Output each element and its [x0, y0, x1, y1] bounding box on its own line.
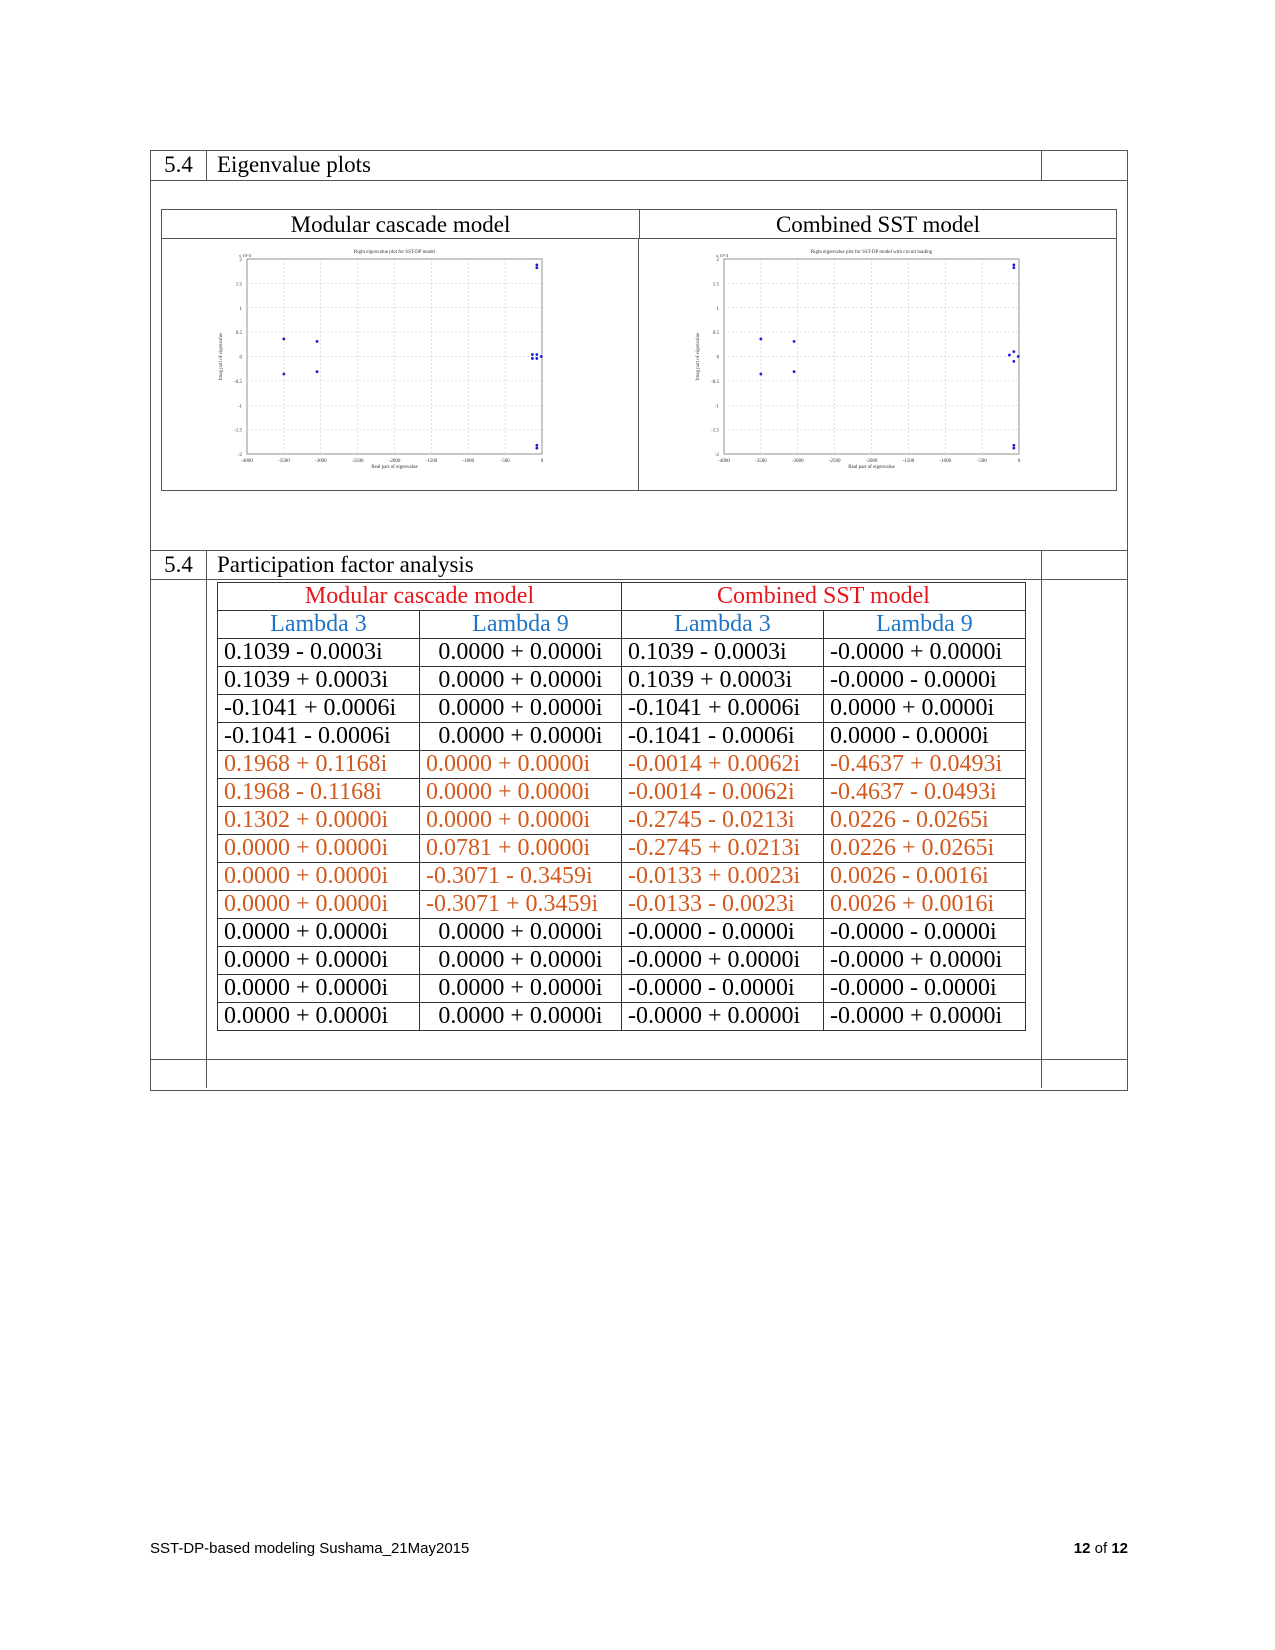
y-axis-label: Imag part of eigenvalue	[696, 332, 701, 381]
x-tick-label: -1500	[902, 459, 915, 464]
table-cell: 0.0000 + 0.0000i	[218, 947, 420, 975]
blank-cell	[1042, 551, 1127, 579]
table-row	[218, 667, 1026, 695]
table-cell: 0.0026 + 0.0016i	[824, 891, 1026, 919]
table-cell: -0.0133 + 0.0023i	[622, 863, 824, 891]
right-plot-header: Combined SST model	[775, 212, 981, 237]
y-tick-label: 1.5	[235, 282, 242, 288]
table-row	[218, 779, 1026, 807]
y-tick-label: -2	[714, 453, 719, 458]
y-tick-label: -1	[237, 404, 242, 410]
x-tick-label: -3000	[791, 459, 804, 464]
table-cell: -0.1041 - 0.0006i	[218, 723, 420, 751]
page-of: of	[1094, 1540, 1108, 1557]
y-tick-label: 0.5	[712, 331, 719, 337]
table-cell: 0.1968 + 0.1168i	[218, 751, 420, 779]
lambda-header: Lambda 9	[824, 611, 1026, 639]
eigenvalue-point	[759, 338, 762, 341]
table-cell: 0.1039 + 0.0003i	[622, 667, 824, 695]
eigenvalue-point	[535, 447, 538, 450]
combined-sst-eigenvalue-chart	[639, 239, 1115, 489]
table-cell: 0.0000 + 0.0000i	[420, 667, 622, 695]
table-cell: 0.0000 + 0.0000i	[218, 891, 420, 919]
plot-table-header	[162, 210, 1116, 239]
y-tick-label: -1	[714, 404, 719, 410]
table-row	[218, 975, 1026, 1003]
table-cell: -0.0000 - 0.0000i	[824, 919, 1026, 947]
table-cell: 0.0000 - 0.0000i	[824, 723, 1026, 751]
table-row	[218, 807, 1026, 835]
table-cell: 0.1968 - 0.1168i	[218, 779, 420, 807]
eigenvalue-point	[535, 357, 538, 360]
table-cell: 0.0226 - 0.0265i	[824, 807, 1026, 835]
table-cell: 0.0000 + 0.0000i	[420, 723, 622, 751]
chart-title: Right eigenvalue plot for SST-DP model	[353, 250, 436, 255]
table-cell: 0.0000 + 0.0000i	[218, 1003, 420, 1031]
table-cell: 0.0000 + 0.0000i	[218, 863, 420, 891]
eigenvalue-point	[535, 266, 538, 269]
table-cell: -0.1041 - 0.0006i	[622, 723, 824, 751]
eigenvalue-point	[1008, 354, 1011, 357]
table-row	[218, 919, 1026, 947]
table-cell: 0.0000 + 0.0000i	[420, 639, 622, 667]
table-row	[218, 723, 1026, 751]
y-tick-label: 1.5	[712, 282, 719, 288]
y-tick-label: -1.5	[234, 428, 242, 434]
x-tick-label: -2000	[388, 459, 401, 464]
x-tick-label: -2500	[351, 459, 364, 464]
table-cell: 0.0000 + 0.0000i	[420, 975, 622, 1003]
table-cell: 0.1039 + 0.0003i	[218, 667, 420, 695]
x-tick-label: -3500	[278, 459, 290, 464]
eigenvalue-point	[282, 338, 285, 341]
eigenvalue-point	[793, 370, 796, 373]
blank-cell	[151, 1060, 207, 1088]
table-cell: -0.0000 - 0.0000i	[622, 975, 824, 1003]
section-header	[151, 151, 1127, 181]
eigenvalue-point	[535, 444, 538, 447]
y-tick-label: 1	[239, 306, 242, 312]
eigenvalue-point	[316, 340, 319, 343]
table-cell: -0.0014 - 0.0062i	[622, 779, 824, 807]
x-axis-label: Real part of eigenvalue	[848, 465, 895, 470]
x-tick-label: -1500	[425, 459, 438, 464]
section-title: Eigenvalue plots	[207, 151, 1042, 180]
eigenvalue-point	[282, 373, 285, 376]
table-cell: -0.0000 - 0.0000i	[824, 667, 1026, 695]
table-cell: -0.2745 - 0.0213i	[622, 807, 824, 835]
table-row	[218, 947, 1026, 975]
y-tick-label: -1.5	[711, 428, 719, 434]
table-cell: 0.0000 + 0.0000i	[420, 919, 622, 947]
page-total: 12	[1111, 1540, 1128, 1557]
pf-footer-row	[151, 1060, 1127, 1088]
table-cell: 0.1302 + 0.0000i	[218, 807, 420, 835]
table-row	[218, 863, 1026, 891]
table-cell: 0.0000 + 0.0000i	[218, 975, 420, 1003]
table-cell: -0.3071 - 0.3459i	[420, 863, 622, 891]
table-row	[218, 891, 1026, 919]
x-tick-label: -1000	[462, 459, 475, 464]
table-cell: 0.0000 + 0.0000i	[218, 835, 420, 863]
x-tick-label: -2500	[828, 459, 841, 464]
x-tick-label: -4000	[718, 459, 730, 464]
footer-document-name: SST-DP-based modeling Sushama_21May2015	[150, 1540, 470, 1557]
plot-table	[161, 209, 1117, 491]
table-cell: -0.3071 + 0.3459i	[420, 891, 622, 919]
table-cell: -0.0000 + 0.0000i	[824, 639, 1026, 667]
y-tick-label: -0.5	[234, 379, 242, 385]
page-current: 12	[1073, 1540, 1091, 1557]
eigenvalue-point	[1012, 350, 1015, 353]
table-cell: -0.1041 + 0.0006i	[218, 695, 420, 723]
footer-page-number	[1074, 1540, 1128, 1557]
eigenvalue-point	[1017, 355, 1020, 358]
blank-cell	[1042, 1060, 1127, 1088]
table-cell: -0.1041 + 0.0006i	[622, 695, 824, 723]
table-cell: 0.0226 + 0.0265i	[824, 835, 1026, 863]
eigenvalue-point	[531, 353, 534, 356]
table-cell: -0.0014 + 0.0062i	[622, 751, 824, 779]
y-tick-label: -0.5	[711, 379, 719, 385]
left-plot-header: Modular cascade model	[162, 210, 640, 238]
x-tick-label: -3000	[314, 459, 327, 464]
section-number: 5.4	[151, 151, 207, 180]
eigenvalue-point	[1012, 444, 1015, 447]
table-cell: 0.1039 - 0.0003i	[622, 639, 824, 667]
eigenvalue-point	[535, 353, 538, 356]
table-cell: 0.0000 + 0.0000i	[420, 947, 622, 975]
lambda-header: Lambda 3	[622, 611, 824, 639]
y-multiplier-label: x 10^4	[716, 253, 729, 258]
section-header	[151, 550, 1127, 580]
table-cell: 0.0000 + 0.0000i	[420, 1003, 622, 1031]
pf-table-cell	[207, 580, 1042, 1059]
plot-table-body	[162, 239, 1116, 490]
x-tick-label: -3500	[755, 459, 767, 464]
table-cell: 0.0000 + 0.0000i	[420, 695, 622, 723]
table-cell: -0.0000 - 0.0000i	[622, 919, 824, 947]
modular-cascade-eigenvalue-chart	[162, 239, 638, 489]
eigenvalue-plots-section	[150, 150, 1128, 551]
eigenvalue-point	[1012, 263, 1015, 266]
model-header-modular: Modular cascade model	[218, 583, 622, 611]
x-tick-label: 0	[540, 459, 544, 464]
table-cell: -0.4637 + 0.0493i	[824, 751, 1026, 779]
eigenvalue-point	[793, 340, 796, 343]
y-tick-label: -2	[237, 453, 242, 458]
eigenvalue-point	[535, 263, 538, 266]
table-cell: -0.0000 + 0.0000i	[824, 947, 1026, 975]
table-cell: 0.0000 + 0.0000i	[420, 807, 622, 835]
eigenvalue-point	[759, 373, 762, 376]
table-row	[218, 1003, 1026, 1031]
x-tick-label: -500	[977, 459, 987, 464]
left-plot-cell	[162, 239, 639, 490]
table-cell: -0.0000 - 0.0000i	[824, 975, 1026, 1003]
eigenvalue-point	[316, 370, 319, 373]
table-row	[218, 695, 1026, 723]
table-row	[218, 835, 1026, 863]
lambda-header: Lambda 3	[218, 611, 420, 639]
right-plot-cell	[639, 239, 1116, 490]
x-tick-label: -1000	[939, 459, 952, 464]
blank-cell	[207, 1060, 1042, 1088]
table-cell: -0.4637 - 0.0493i	[824, 779, 1026, 807]
x-tick-label: -2000	[865, 459, 878, 464]
table-cell: 0.0781 + 0.0000i	[420, 835, 622, 863]
eigenvalue-point	[531, 357, 534, 360]
table-cell: 0.0000 + 0.0000i	[420, 751, 622, 779]
x-tick-label: -500	[500, 459, 510, 464]
eigenvalue-point	[540, 355, 543, 358]
lambda-header-row	[218, 611, 1026, 639]
section-title: Participation factor analysis	[207, 551, 1042, 579]
table-row	[218, 751, 1026, 779]
participation-factor-table	[217, 582, 1026, 1031]
y-tick-label: 1	[716, 306, 719, 312]
table-cell: -0.2745 + 0.0213i	[622, 835, 824, 863]
table-cell: 0.0000 + 0.0000i	[824, 695, 1026, 723]
x-tick-label: 0	[1017, 459, 1021, 464]
eigenvalue-point	[1012, 266, 1015, 269]
table-cell: -0.0000 + 0.0000i	[622, 947, 824, 975]
lambda-header: Lambda 9	[420, 611, 622, 639]
table-cell: 0.1039 - 0.0003i	[218, 639, 420, 667]
eigenvalue-point	[1012, 447, 1015, 450]
y-axis-label: Imag part of eigenvalue	[219, 332, 224, 381]
blank-cell	[1042, 580, 1127, 1059]
x-axis-label: Real part of eigenvalue	[371, 465, 418, 470]
table-cell: -0.0000 + 0.0000i	[824, 1003, 1026, 1031]
table-cell: 0.0000 + 0.0000i	[420, 779, 622, 807]
table-row	[218, 639, 1026, 667]
model-header-row	[218, 583, 1026, 611]
blank-cell	[1042, 151, 1127, 180]
y-tick-label: 0.5	[235, 331, 242, 337]
pf-body-row	[151, 580, 1127, 1060]
blank-cell	[151, 580, 207, 1059]
x-tick-label: -4000	[241, 459, 253, 464]
participation-factor-section	[150, 550, 1128, 1091]
section-number: 5.4	[151, 551, 207, 579]
chart-title: Right eigenvalue plot for SST-DP model with circuit loading	[810, 250, 933, 255]
model-header-combined: Combined SST model	[622, 583, 1026, 611]
y-tick-label: 2	[716, 258, 719, 263]
table-cell: 0.0000 + 0.0000i	[218, 919, 420, 947]
table-cell: 0.0026 - 0.0016i	[824, 863, 1026, 891]
y-tick-label: 0	[716, 355, 719, 361]
y-multiplier-label: x 10^4	[239, 253, 252, 258]
eigenvalue-point	[1012, 360, 1015, 363]
table-cell: -0.0133 - 0.0023i	[622, 891, 824, 919]
y-tick-label: 2	[239, 258, 242, 263]
y-tick-label: 0	[239, 355, 242, 361]
table-cell: -0.0000 + 0.0000i	[622, 1003, 824, 1031]
